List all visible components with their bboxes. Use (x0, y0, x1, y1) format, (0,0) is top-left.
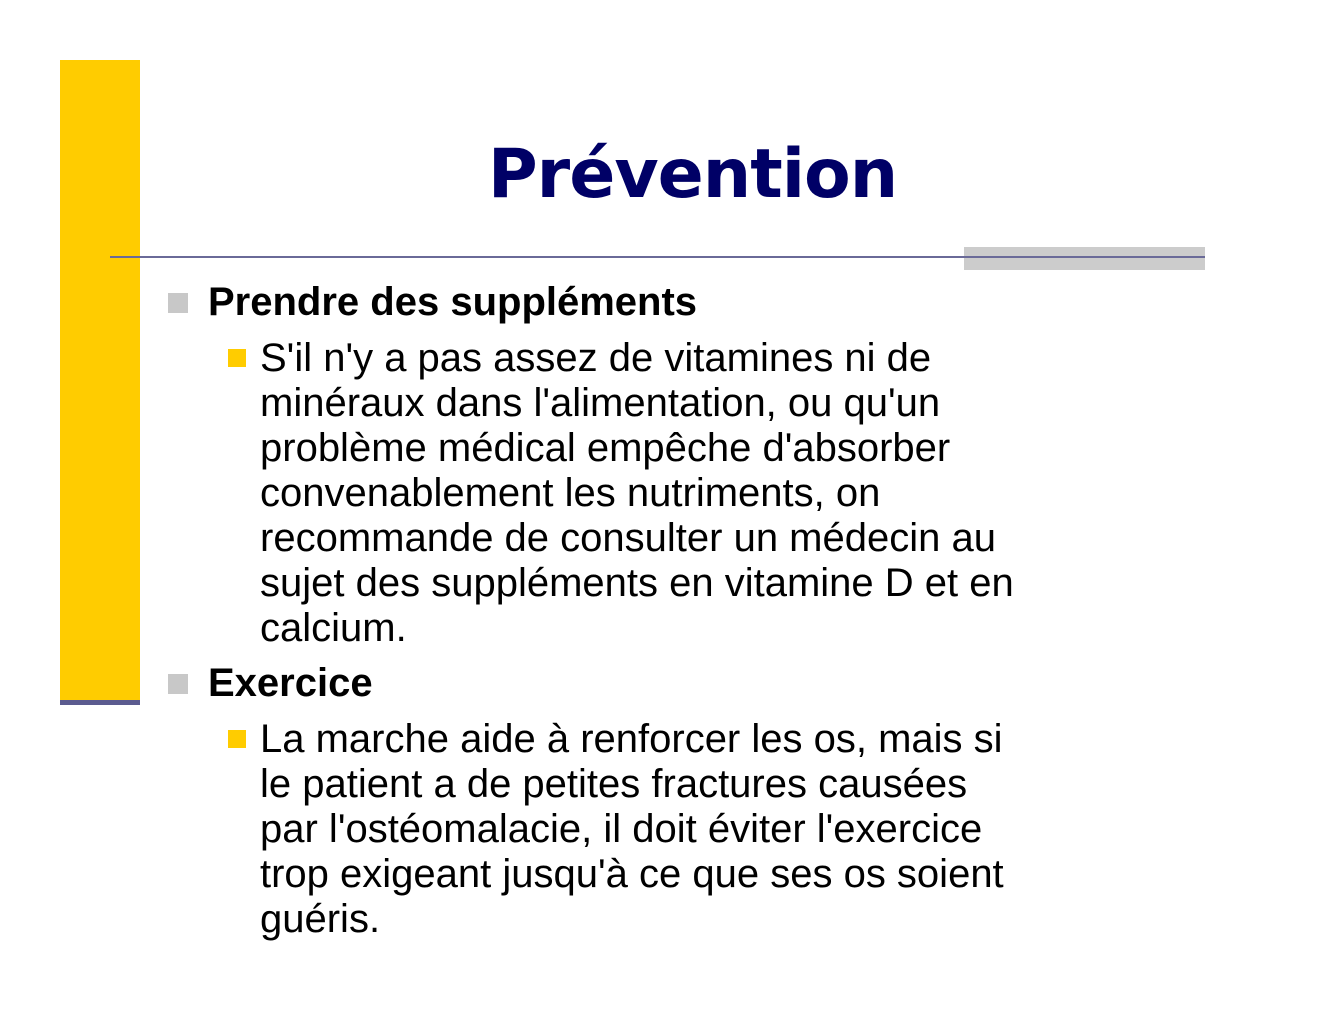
text-line: par l'ostéomalacie, il doit éviter l'exercice (260, 807, 983, 851)
bullet-item-supplements (166, 278, 1166, 326)
text-line: trop exigeant jusqu'à ce que ses os soient (260, 852, 1004, 896)
text-line: S'il n'y a pas assez de vitamines ni de (260, 336, 932, 380)
square-bullet-icon (168, 293, 188, 313)
sub-bullet-item (218, 717, 1160, 942)
title-rule-overlay (964, 256, 1205, 258)
section-heading: Prendre des suppléments (208, 280, 698, 324)
text-line: convenablement les nutriments, on (260, 471, 881, 515)
square-bullet-icon (228, 349, 246, 367)
text-line: sujet des suppléments en vitamine D et en (260, 561, 1014, 605)
section-heading: Exercice (208, 661, 373, 705)
square-bullet-icon (228, 730, 246, 748)
text-line: La marche aide à renforcer les os, mais si (260, 717, 1003, 761)
text-line: problème médical empêche d'absorber (260, 426, 951, 470)
title-rule-shadow (964, 247, 1205, 270)
text-line: recommande de consulter un médecin au (260, 516, 996, 560)
text-line: le patient a de petites fractures causées (260, 762, 968, 806)
text-line: minéraux dans l'alimentation, ou qu'un (260, 381, 941, 425)
slide-title: Prévention (487, 135, 898, 214)
text-line: calcium. (260, 606, 407, 650)
square-bullet-icon (168, 674, 188, 694)
bullet-item-exercise (166, 659, 1166, 707)
accent-bar-base (60, 700, 140, 705)
text-line: guéris. (260, 897, 381, 941)
sub-bullet-item (218, 336, 1160, 651)
accent-bar (60, 60, 140, 700)
slide-content (166, 278, 1166, 950)
